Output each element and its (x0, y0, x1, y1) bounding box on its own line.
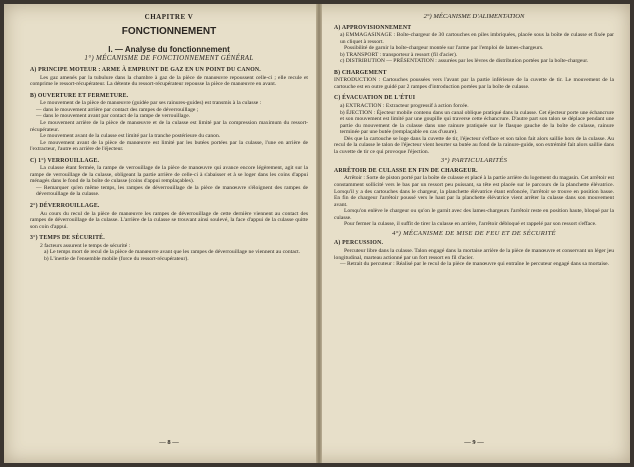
mise-de-feu-title: 4°) MÉCANISME DE MISE DE FEU ET DE SÉCURITÉ (392, 229, 556, 237)
heading-b: B) OUVERTURE ET FERMETURE. (30, 92, 129, 99)
chapter-heading: CHAPITRE V (144, 13, 194, 21)
paragraph-ejection-detail: Dès que la cartouche se loge dans la cuvette de tir, l'éjecteur s'efface et son talon fait alors saillie hors de la culasse. Au recul de la culasse le talon de l'éjecteur vient heurter sa butée au fond de la rainure-guide, son extrémité fait alors saillie dans la cuvette de tir ce qui provoque l'éjection. (334, 135, 614, 155)
paragraph-introduction: INTRODUCTION : Cartouches poussées vers l'avant par la partie inférieure de la cuvette de tir. Le mouvement de la cartouche est en outre guidé par 2 rampes d'introduction portées par la boîte de culasse. (334, 77, 614, 90)
list-item-distribution: c) DISTRIBUTION — PRÉSENTATION : assurées par les lèvres de distribution portées par la boîte-chargeur. (340, 58, 589, 65)
list-item-retrait: — Retrait du percuteur : Réalisé par le recul de la pièce de manœuvre qui entraîne le percuteur engagé dans sa mortaise. (340, 261, 610, 268)
list-item-c3b: b) L'inertie de l'ensemble mobile (force du ressort-récupérateur). (44, 255, 189, 262)
paragraph-percussion: Percuteur libre dans la culasse. Talon engagé dans la mortaise arrière de la pièce de manœuvre et conservant un léger jeu longitudinal, marteau actionné par un fort ressort en fil d'acier. (334, 247, 614, 261)
paragraph-b1: Le mouvement de la pièce de manœuvre (guidée par ses rainures-guides) est transmis à la culasse : (40, 100, 262, 107)
paragraph-arretoir-3: Pour fermer la culasse, il suffit de tirer la culasse en arrière, l'arrêtoir débloqué et rappelé par son ressort s'efface. (344, 221, 597, 228)
chapter-title: FONCTIONNEMENT (121, 25, 217, 37)
book-spread (4, 4, 630, 463)
heading-evacuation: C) ÉVACUATION DE L'ÉTUI (334, 95, 416, 102)
book-gutter (316, 4, 322, 463)
paragraph-lames-chargeurs: Possibilité de garnir la boîte-chargeur montée sur l'arme par l'emploi de lames-chargeurs. (344, 45, 544, 52)
list-item-c3a: a) Le temps mort de recul de la pièce de manœuvre avant que les rampes de déverrouillage ne viennent au contact. (44, 249, 301, 256)
paragraph-a: Les gaz amenés par la tubulure dans la chambre à gaz de la pièce de manœuvre repoussent celle-ci ; elle recule et comprime le ressort-récupérateur. La détente du ressort-récupérateur repousse la pièce de manœuvre en avant. (30, 74, 308, 88)
heading-c1: C) 1°) VERROUILLAGE. (30, 157, 100, 164)
list-item-emmagasinage: a) EMMAGASINAGE : Boîte-chargeur de 30 cartouches en piles imbriquées, placée sous la boîte de culasse et fixée par un cliquet à ressort. (340, 32, 614, 45)
paragraph-arretoir-1: Arrêtoir : Sorte de piston porté par la boîte de culasse et placé à la partie arrière du logement du magasin. Cet arrêtoir est constamment sollicité vers le bas par un ressort peu puissant, sa tête est placée sur le parcours de la planchette élévatrice. Lorsqu'il y a des cartouches dans le chargeur, la planchette élévatrice étant enfoncée, l'arrêtoir se trouve en position basse. En fin de chargeur l'arrêtoir poussé vers le haut par la planchette élévatrice vient arrêter la culasse dans son mouvement avant. (334, 175, 614, 208)
paragraph-c1: La culasse étant fermée, la rampe de verrouillage de la pièce de manœuvre qui avance encore légèrement, agit sur la rampe de verrouillage de la culasse, obligeant la partie arrière de celle-ci à s'abaisser et à se loger dans les coins d'appui ménagés dans le fond de la boîte de culasse (coins d'appui remplaçables). (30, 165, 308, 185)
right-page (334, 14, 614, 455)
heading-arretoir: ARRÊTOIR DE CULASSE EN FIN DE CHARGEUR. (334, 167, 478, 174)
list-item-transport: b) TRANSPORT : transporteur à ressort (fil d'acier). (340, 51, 458, 58)
right-page-title: 2°) MÉCANISME D'ALIMENTATION (423, 13, 525, 20)
heading-chargement: B) CHARGEMENT (334, 69, 387, 76)
page-number-left: — 8 — (159, 439, 179, 447)
section-title: I. — Analyse du fonctionnement (108, 45, 230, 55)
heading-percussion: A) PERCUSSION. (334, 240, 384, 247)
list-item-b1: — dans le mouvement arrière par contact des rampes de déverrouillage ; (36, 106, 199, 113)
list-item-b2: — dans le mouvement avant par contact de la rampe de verrouillage. (36, 113, 191, 120)
heading-c3: 3°) TEMPS DE SÉCURITÉ. (30, 235, 105, 242)
left-page (30, 14, 308, 455)
subsection-title: 1°) MÉCANISME DE FONCTIONNEMENT GÉNÉRAL (84, 53, 254, 62)
page-number-right: — 9 — (464, 439, 484, 447)
list-item-c1: — Remarquer qu'en même temps, les rampes de déverrouillage de la pièce de manœuvre s'éloignent des rampes de déverrouillage de la culasse. (36, 184, 308, 198)
list-item-extraction: a) EXTRACTION : Extracteur progressif à action forcée. (340, 103, 469, 110)
paragraph-b3: Le mouvement avant de la culasse est limité par la tranche postérieure du canon. (40, 133, 221, 140)
paragraph-b4: Le mouvement avant de la pièce de manœuvre est limité par les butées portées par la culasse, l'une en arrière de l'extracteur, l'autre en arrière de l'éjecteur. (30, 139, 308, 153)
list-item-ejection: b) ÉJECTION : Éjecteur mobile contenu dans un canal oblique pratiqué dans la culasse. Cet éjecteur porte une échancrure et son mouvement est limité par une goupille qui traverse cette échancrure. D'autre part son talon se déplace pendant une partie du mouvement de la culasse dans une rainure pratiquée sur le flasque gauche de la boîte de culasse, rainure terminée par une butée (remplaçable en cas d'usure). (340, 109, 614, 136)
paragraph-arretoir-2: Lorsqu'on enlève le chargeur ou qu'on le garnit avec des lames-chargeurs l'arrêtoir reste en position haute, bloqué par la culasse. (334, 208, 614, 221)
heading-c2: 2°) DÉVERROUILLAGE. (30, 203, 100, 210)
particularites-title: 3°) PARTICULARITÉS (440, 157, 508, 165)
heading-a: A) PRINCIPE MOTEUR : ARME À EMPRUNT DE GAZ EN UN POINT DU CANON. (30, 67, 261, 74)
paragraph-c2: Au cours du recul de la pièce de manœuvre les rampes de déverrouillage de cette dernière viennent au contact des rampes de déverrouillage de la culasse. L'arrière de la culasse se trouvant ainsi soulevé, la face d'appui de la culasse quitte son coin d'appui. (30, 210, 308, 230)
paragraph-c3: 2 facteurs assurent le temps de sécurité : (40, 242, 131, 249)
paragraph-b2: Le mouvement arrière de la pièce de manœuvre et de la culasse est limité par la compression maximum du ressort-récupérateur. (30, 120, 308, 133)
heading-approvisionnement: A) APPROVISIONNEMENT (334, 24, 412, 31)
